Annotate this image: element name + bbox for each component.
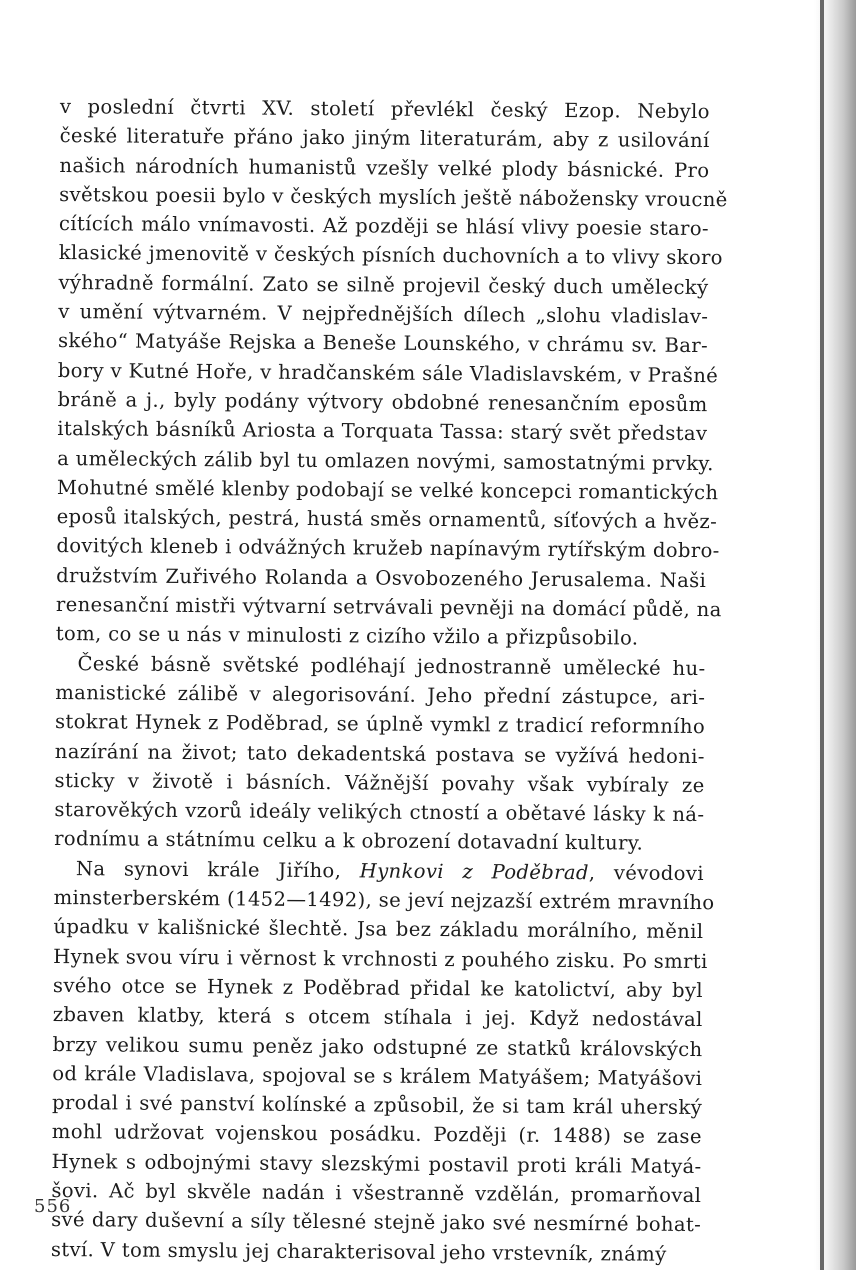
text-line: italských básníků Ariosta a Torquata Tassa: starý svět představ	[57, 417, 708, 446]
text-line: mohl udržovat vojenskou posádku. Později (r. 1488) se zase	[51, 1120, 702, 1149]
text-line: české literatuře přáno jako jiným literaturám, aby z usilování	[59, 124, 710, 153]
text-line: Hynek s odbojnými stavy slezskými postavil proti králi Matyá-	[51, 1149, 702, 1178]
page-body-text	[50, 92, 728, 1269]
text-line: klasické jmenovitě v českých písních duchovních a to vlivy skoro	[58, 241, 723, 270]
text-line: šovi. Ač byl skvěle nadán i všestranně vzdělán, promarňoval	[51, 1178, 702, 1208]
text-line: zbaven klatby, která s otcem stíhala i jej. Když nedostával	[52, 1003, 703, 1032]
text-line: dovitých kleneb i odvážných kružeb napínavým rytířským dobro-	[56, 534, 720, 563]
text-line: úpadku v kališnické šlechtě. Jsa bez základu morálního, měnil	[53, 915, 704, 944]
paragraph	[54, 649, 706, 859]
text-line: od krále Vladislava, spojoval se s králem Matyášem; Matyášovi	[52, 1061, 703, 1090]
text-line: světskou poesii bylo v českých myslích ještě nábožensky vroucně	[59, 182, 728, 212]
text-line: svého otce se Hynek z Poděbrad přidal ke katolictví, aby byl	[52, 973, 704, 1002]
text-line: nazírání na život; tato dekadentská postava se vyžívá hedoni-	[54, 739, 705, 768]
text-line: a uměleckých zálib byl tu omlazen novými, samostatnými prvky.	[57, 446, 714, 475]
text-line: eposů italských, pestrá, hustá směs ornamentů, síťových a hvěz-	[56, 505, 718, 534]
text-line: České básně světské podléhají jednostranně umělecké hu-	[77, 651, 706, 680]
text-line: našich národních humanistů vzešly velké plody básnické. Pro	[59, 153, 710, 182]
text-line: své dary duševní a síly tělesné stejně jako své nesmírné bohat-	[51, 1208, 702, 1237]
text-line: výhradně formální. Zato se silně projevil český duch umělecký	[58, 270, 709, 299]
page-number: 556	[34, 1196, 72, 1217]
text-line: bory v Kutné Hoře, v hradčanském sále Vladislavském, v Prašné	[57, 358, 719, 387]
text-line: brzy velikou sumu peněz jako odstupné ze statků královských	[52, 1032, 703, 1061]
text-line-with-italic-name: Na synovi krále Jiřího, Hynkovi z Poděbrad, vévodovi	[75, 856, 704, 885]
text-line: starověkých vzorů ideály velikých ctností a obětavé lásky k ná-	[54, 798, 705, 827]
text-line: ského“ Matyáše Rejska a Beneše Lounského, v chrámu sv. Bar-	[57, 329, 709, 358]
text-line: renesanční mistři výtvarní setrvávali pevněji na domácí půdě, na	[55, 593, 722, 622]
text-line: minsterberském (1452—1492), se jeví nejzazší extrém mravního	[53, 885, 715, 915]
text-line: stokrat Hynek z Poděbrad, se úplně vymkl z tradicí reformního	[54, 710, 706, 739]
text-line: v umění výtvarném. V nejpřednějších dílech „slohu vladislav-	[58, 300, 709, 329]
text-line: manistické zálibě v alegorisování. Jeho přední zástupce, ari-	[55, 680, 706, 710]
text-line: ství. V tom smyslu jej charakterisoval jeho vrstevník, známý	[50, 1237, 667, 1266]
text-line: tom, co se u nás v minulosti z cizího vžilo a přizpůsobilo.	[55, 622, 639, 650]
text-line: cítících málo vnímavosti. Až později se hlásí vlivy poesie staro-	[58, 212, 710, 241]
text-line: rodnímu a státnímu celku a k obrození dotavadní kultury.	[54, 827, 644, 856]
text-line: bráně a j., byly podány výtvory obdobné renesančním eposům	[57, 387, 708, 417]
text-line: prodal i své panství kolínské a způsobil, že si tam král uherský	[51, 1091, 703, 1120]
text-line: sticky v životě i básních. Vážnější povahy však vybíraly ze	[54, 768, 705, 797]
gutter-line	[820, 0, 824, 1270]
text-line: družstvím Zuřivého Rolanda a Osvobozeného Jerusalema. Naši	[56, 563, 707, 592]
text-line: Mohutné smělé klenby podobají se velké koncepci romantických	[56, 475, 719, 505]
paragraph	[50, 854, 715, 1269]
paragraph	[55, 92, 728, 654]
text-line: v poslední čtvrti XV. století převlékl český Ezop. Nebylo	[59, 94, 710, 124]
text-line: Hynek svou víru i věrnost k vrchnosti z pouhého zisku. Po smrti	[53, 944, 708, 973]
